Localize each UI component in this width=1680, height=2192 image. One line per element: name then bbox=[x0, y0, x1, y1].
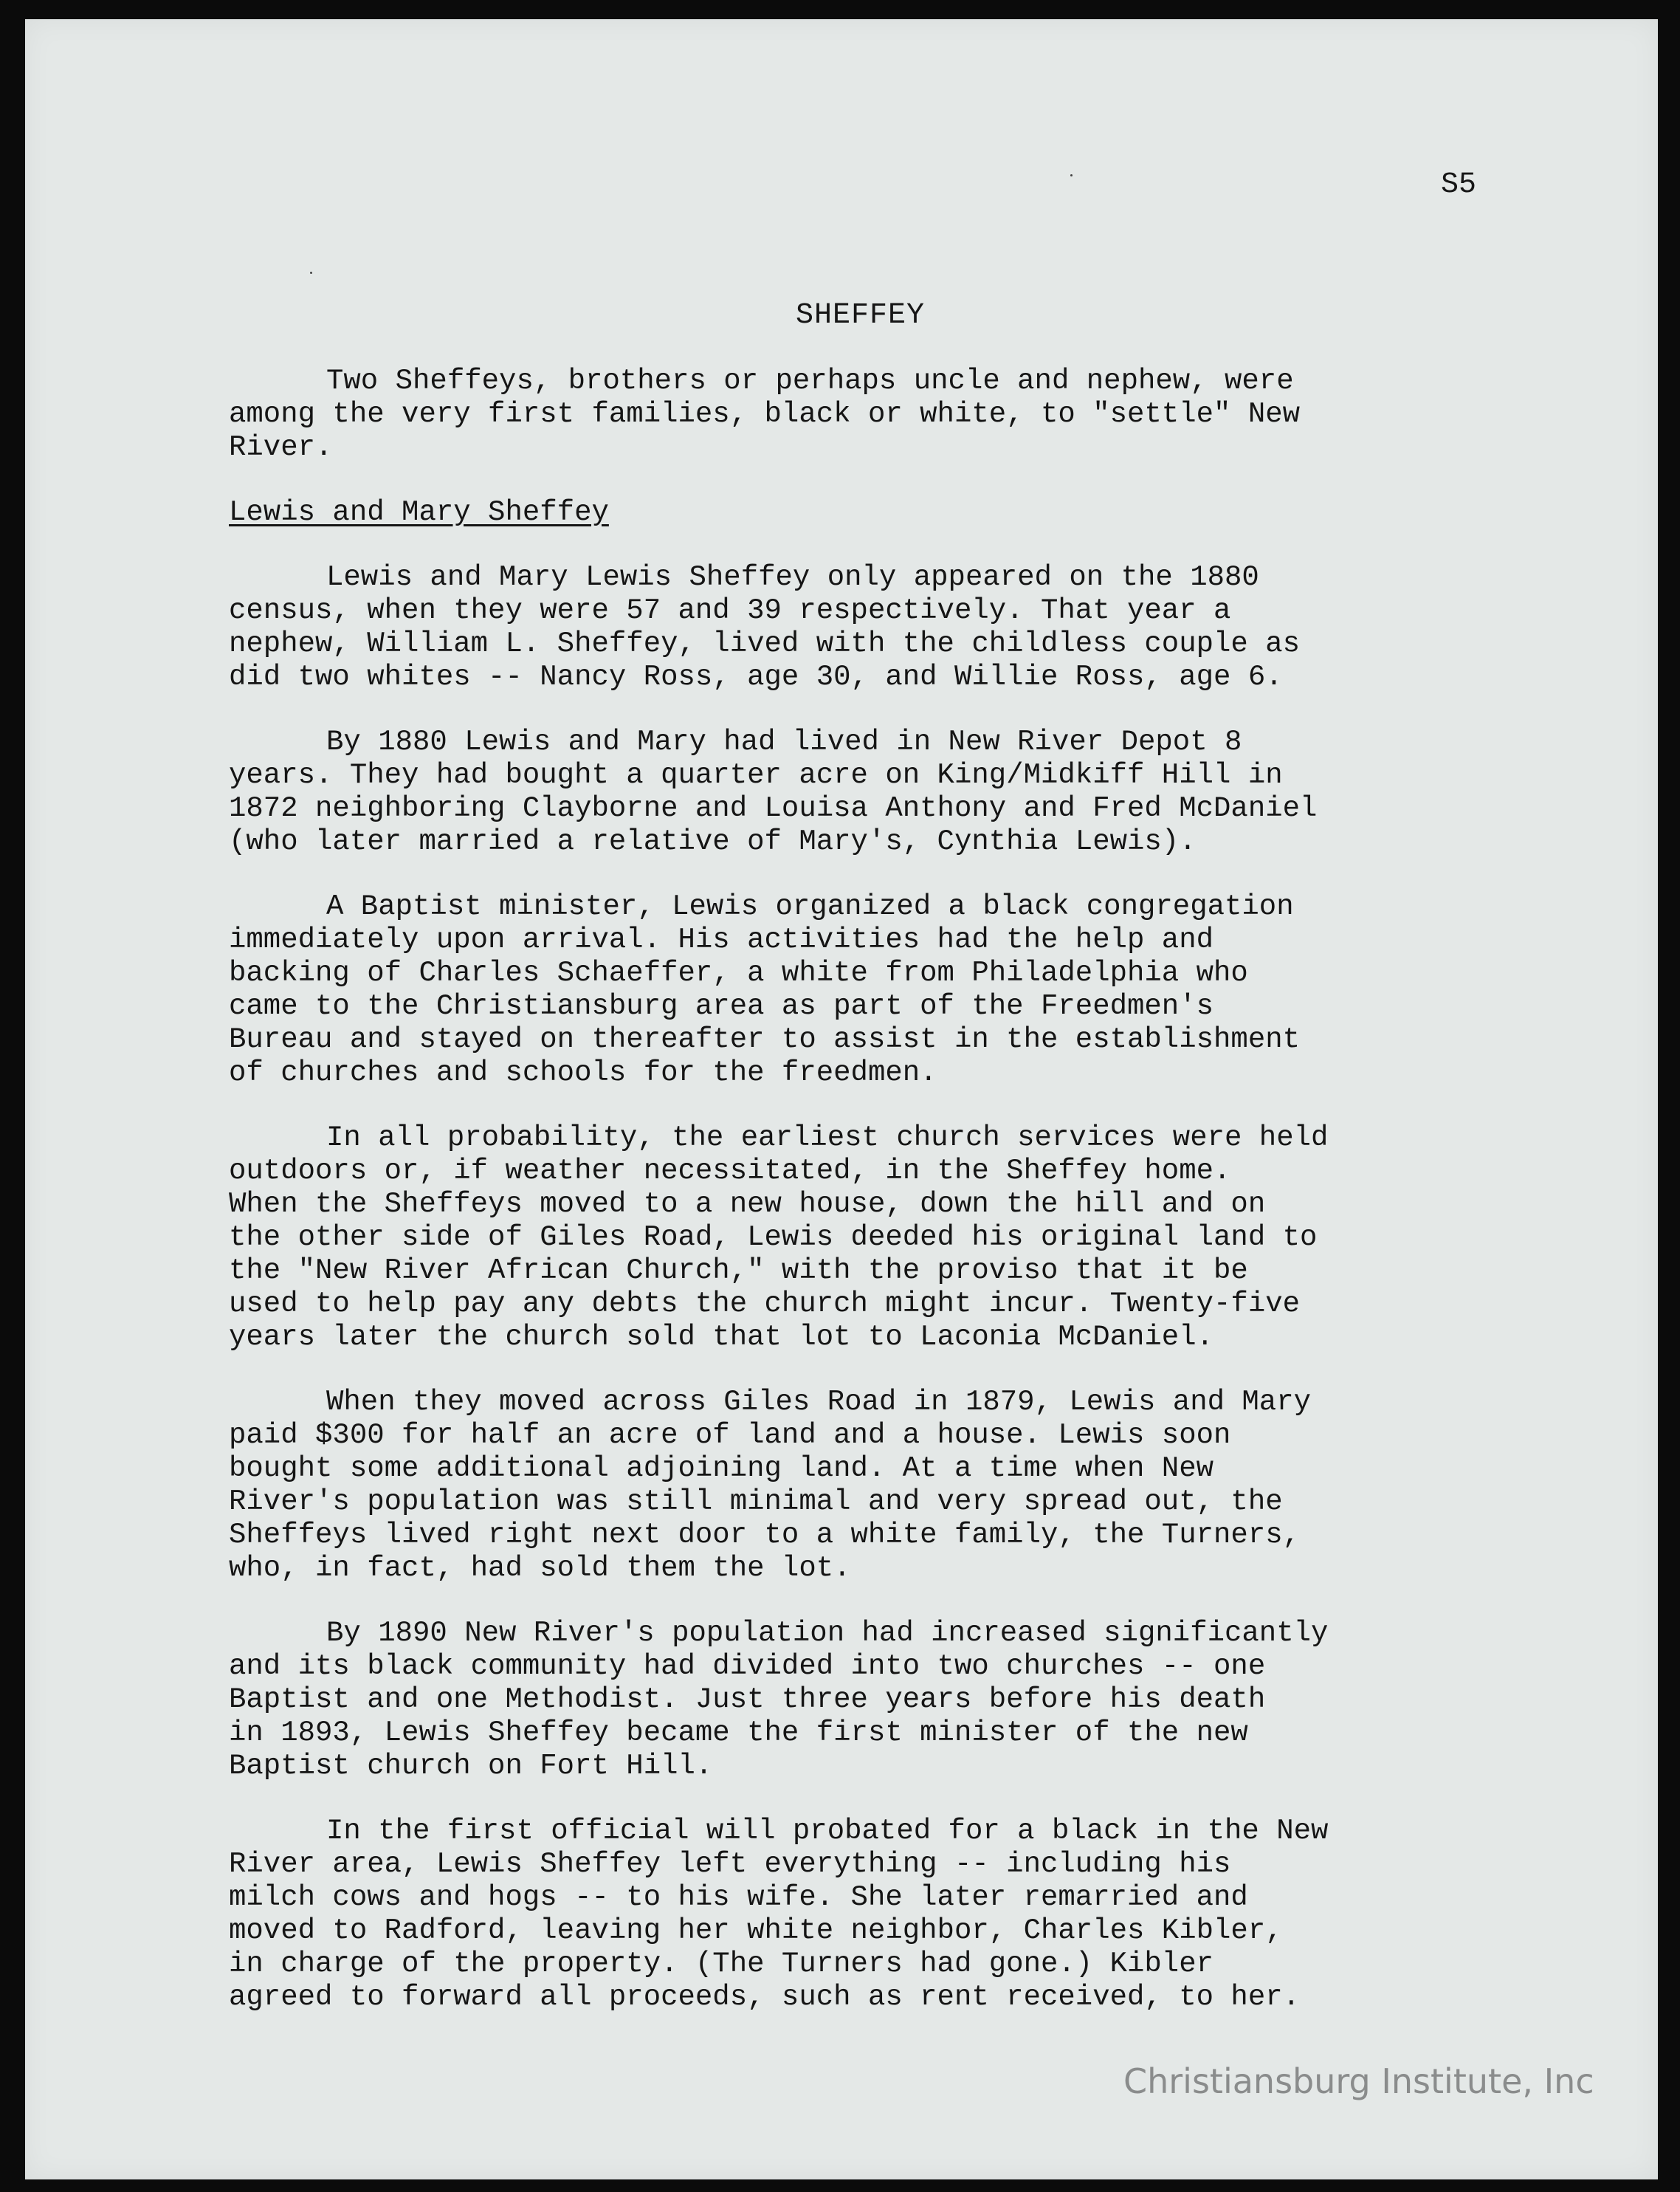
paragraph: A Baptist minister, Lewis organized a black congregation immediately upon arrival. His activities had the help and backing of Charles Schaeffer, a white from Philadelphia who came to the Christiansburg area as part of the Freedmen's Bureau and stayed on thereafter to assist in the establishment of churches and schools for the freedmen. bbox=[229, 890, 1301, 1089]
paragraph: By 1880 Lewis and Mary had lived in New River Depot 8 years. They had bought a quarter acre on King/Midkiff Hill in 1872 neighboring Clayborne and Louisa Anthony and Fred McDaniel (who later married a relative of Mary's, Cynthia Lewis). bbox=[229, 726, 1318, 858]
document-body bbox=[229, 365, 1498, 2046]
paper-speck bbox=[1070, 174, 1073, 176]
paragraph-intro: Two Sheffeys, brothers or perhaps uncle and nephew, were among the very first families, black or white, to "settle" New River. bbox=[229, 365, 1301, 464]
paragraph: By 1890 New River's population had increased significantly and its black community had divided into two churches -- one Baptist and one Methodist. Just three years before his death in 1893, Lewis Sheffey became the first minister of the new Baptist church on Fort Hill. bbox=[229, 1617, 1329, 1782]
section-heading bbox=[229, 496, 1498, 529]
section-heading-text: Lewis and Mary Sheffey bbox=[229, 496, 609, 529]
paragraph: In the first official will probated for a black in the New River area, Lewis Sheffey left everything -- including his milch cows and hogs -- to his wife. She later remarried and moved to Radford, leaving her white neighbor, Charles Kibler, in charge of the property. (The Turners had gone.) Kibler agreed to forward all proceeds, such as rent received, to her. bbox=[229, 1815, 1329, 2013]
paragraph: In all probability, the earliest church services were held outdoors or, if weather necessitated, in the Sheffey home. When the Sheffeys moved to a new house, down the hill and on the other side of Giles Road, Lewis deeded his original land to the "New River African Church," with the proviso that it be used to help pay any debts the church might incur. Twenty-five years later the church sold that lot to Laconia McDaniel. bbox=[229, 1121, 1329, 1353]
document-title: SHEFFEY bbox=[796, 299, 926, 332]
paragraph: Lewis and Mary Lewis Sheffey only appeared on the 1880 census, when they were 57 and 39 respectively. That year a nephew, William L. Sheffey, lived with the childless couple as did two whites -- Nancy Ross, age 30, and Willie Ross, age 6. bbox=[229, 561, 1301, 693]
paper-speck bbox=[310, 272, 312, 274]
watermark: Christiansburg Institute, Inc bbox=[1123, 2061, 1594, 2101]
page-number: S5 bbox=[1441, 168, 1477, 202]
paragraph: When they moved across Giles Road in 1879, Lewis and Mary paid $300 for half an acre of land and a house. Lewis soon bought some additional adjoining land. At a time when New River's population was still minimal and very spread out, the Sheffeys lived right next door to a white family, the Turners, who, in fact, had sold them the lot. bbox=[229, 1386, 1312, 1584]
